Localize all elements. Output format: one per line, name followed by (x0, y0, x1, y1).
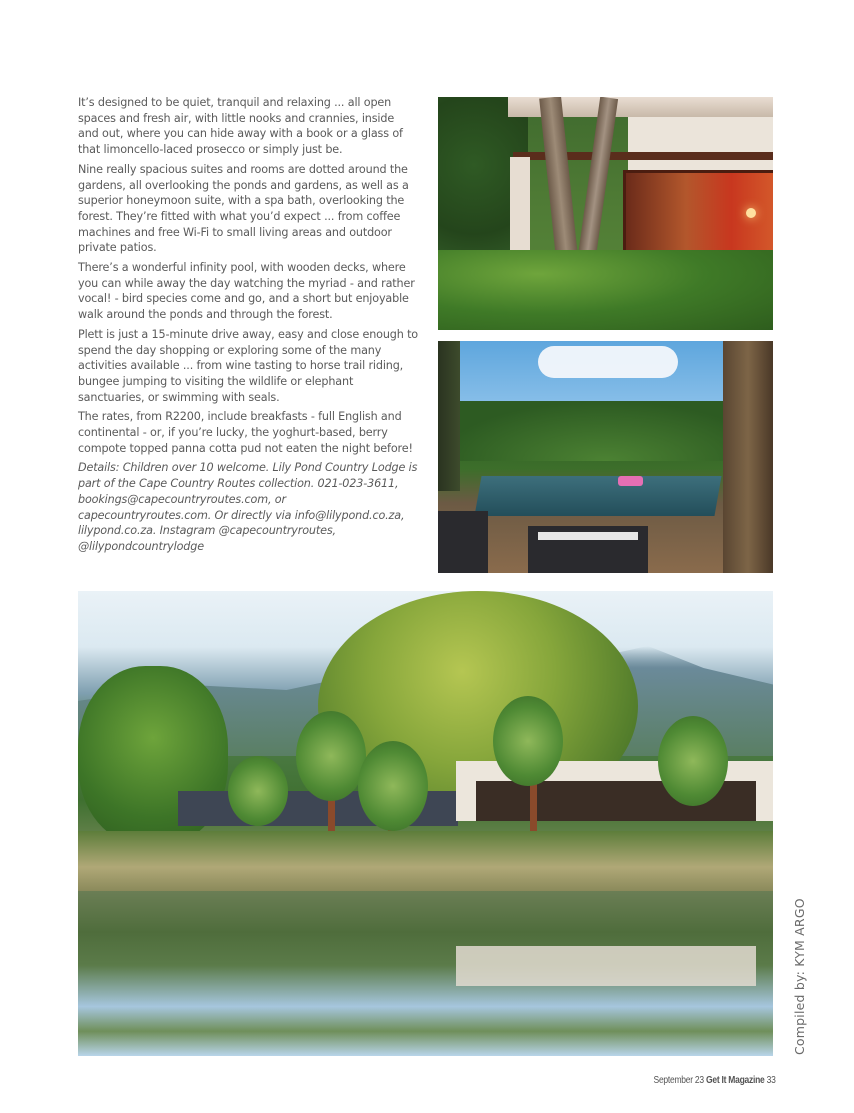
photo-suite-patio (438, 97, 773, 330)
photo-palm (658, 716, 728, 806)
photo-palm (228, 756, 288, 826)
page-footer (654, 1075, 776, 1086)
photo-palm (438, 341, 460, 491)
paragraph-intro: It’s designed to be quiet, tranquil and relaxing ... all open spaces and fresh air, with little nooks and crannies, inside and out, where you can hide away with a book or a glass of that limoncello-laced prosecco or simply just be. (78, 96, 403, 157)
photo-sofa (438, 511, 488, 573)
footer-magazine: Get It Magazine (706, 1075, 765, 1086)
photo-reeds (78, 831, 773, 891)
photo-cushion (538, 532, 638, 540)
photo-credit: Compiled by: KYM ARGO (792, 898, 807, 1055)
footer-page-number: 33 (767, 1075, 776, 1086)
photo-pool-water (474, 476, 721, 516)
details-paragraph: Details: Children over 10 welcome. Lily Pond Country Lodge is part of the Cape Country Routes collection. 021-023-3611, bookings@capecountryroutes.com, or capecountryroutes.com. Or directly via info@lilypond.co.za, lilypond.co.za. Instagram @capecountryroutes, @lilypondcountrylodge (78, 461, 418, 553)
footer-issue: September 23 (653, 1075, 705, 1086)
photo-palm-trunk (723, 341, 773, 573)
paragraph-suites: Nine really spacious suites and rooms are dotted around the gardens, all overlooking the ponds and gardens, as well as a superior honeymoon suite, with a spa bath, overlooking the forest. They’re fitted with what you’d expect ... from coffee machines and free Wi-Fi to small living areas and outdoor private patios. (78, 162, 409, 255)
photo-tree-trunk (576, 97, 618, 272)
photo-sofa (528, 526, 648, 573)
photo-ferns (438, 250, 773, 330)
photo-reflection (456, 946, 756, 986)
photo-palm (358, 741, 428, 831)
photo-cloud (538, 346, 678, 378)
photo-infinity-pool (438, 341, 773, 573)
photo-palm (493, 696, 563, 786)
paragraph-pool: There’s a wonderful infinity pool, with wooden decks, where you can while away the day watching the myriad - and rather vocal! - bird species come and go, and a short but enjoyable walk around the ponds and through the forest. (78, 261, 415, 322)
photo-tree-trunk (539, 97, 579, 268)
photo-pink-loungers (618, 476, 643, 486)
photo-palm (296, 711, 366, 801)
lamp-icon (746, 208, 756, 218)
paragraph-plett: Plett is just a 15-minute drive away, easy and close enough to spend the day shopping or exploring some of the many activities available ... from wine tasting to horse trail riding, bungee jumping to visiting the wildlife or elephant sanctuaries, or swimming with seals. (78, 327, 418, 404)
photo-lodge-pond (78, 591, 773, 1056)
article-text-column (78, 95, 418, 559)
paragraph-rates: The rates, from R2200, include breakfasts - full English and continental - or, if you’re lucky, the yoghurt-based, berry compote topped panna cotta pud not eaten the night before! (78, 410, 413, 455)
